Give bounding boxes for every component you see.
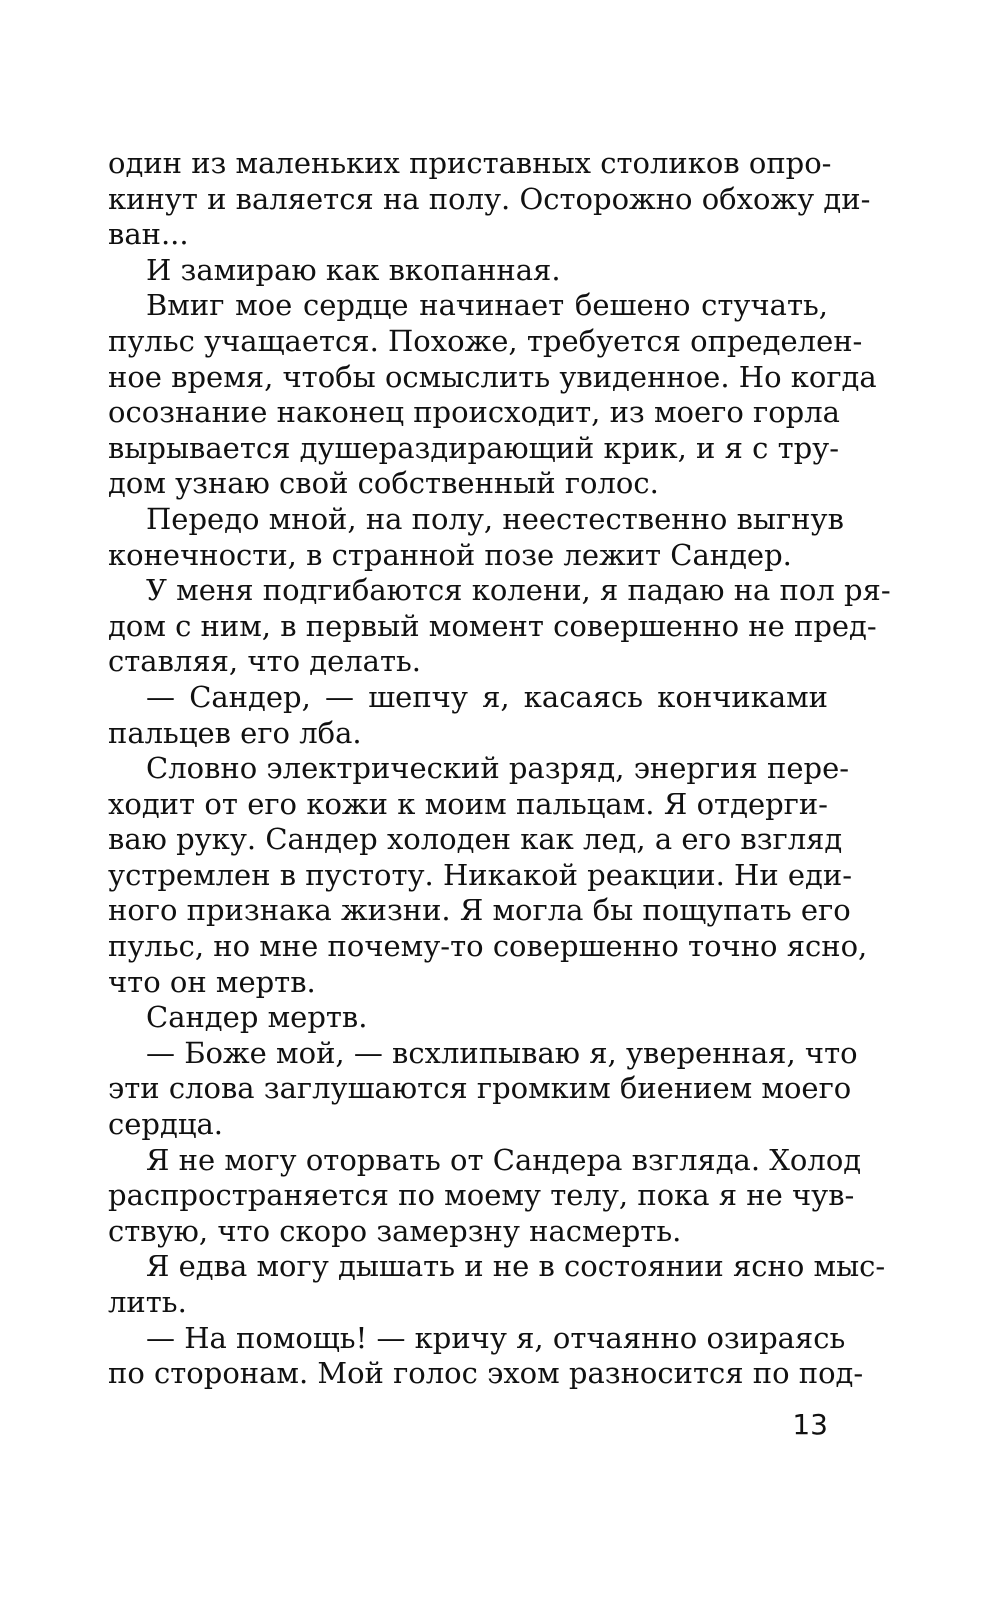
- text-line: — Боже мой, — всхлипываю я, уверенная, что: [146, 1035, 858, 1070]
- text-line: — На помощь! — кричу я, отчаянно озираясь: [146, 1320, 846, 1355]
- text-line: Вмиг мое сердце начинает бешено стучать,: [146, 288, 828, 323]
- text-line: ходит от его кожи к моим пальцам. Я отдерги-: [108, 786, 828, 821]
- body-text: [108, 146, 891, 1392]
- text-line: пульс учащается. Похоже, требуется определен-: [108, 323, 863, 358]
- text-line: ствую, что скоро замерзну насмерть.: [108, 1213, 682, 1248]
- text-line: ного признака жизни. Я могла бы пощупать его: [108, 893, 851, 928]
- text-line: эти слова заглушаются громким биением моего: [108, 1071, 852, 1106]
- text-line: осознание наконец происходит, из моего горла: [108, 395, 840, 430]
- text-line: У меня подгибаются колени, я падаю на пол ря-: [146, 573, 891, 608]
- text-line: один из маленьких приставных столиков опро-: [108, 146, 832, 180]
- text-line: устремлен в пустоту. Никакой реакции. Ни еди-: [108, 857, 853, 892]
- text-line: Передо мной, на полу, неестественно выгнув: [146, 501, 844, 536]
- text-line: лить.: [108, 1285, 187, 1319]
- text-line: ставляя, что делать.: [108, 644, 422, 679]
- text-line: дом узнаю свой собственный голос.: [108, 466, 659, 501]
- text-line: вырывается душераздирающий крик, и я с тру-: [108, 430, 840, 465]
- text-line: ван...: [108, 217, 189, 252]
- text-line: Сандер мертв.: [146, 1000, 368, 1035]
- text-line: сердца.: [108, 1107, 223, 1142]
- text-line: — Сандер, — шепчу я, касаясь кончиками: [146, 679, 828, 714]
- text-line: Я едва могу дышать и не в состоянии ясно мыс-: [146, 1249, 886, 1284]
- text-line: распространяется по моему телу, пока я не чув-: [108, 1178, 855, 1213]
- text-line: Словно электрический разряд, энергия пере-: [146, 751, 850, 786]
- text-line: Я не могу оторвать от Сандера взгляда. Холод: [146, 1142, 862, 1177]
- text-line: дом с ним, в первый момент совершенно не пред-: [108, 608, 877, 643]
- text-line: ное время, чтобы осмыслить увиденное. Но когда: [108, 359, 877, 394]
- text-line: И замираю как вкопанная.: [146, 252, 561, 287]
- text-line: пульс, но мне почему-то совершенно точно ясно,: [108, 929, 868, 964]
- page-number: 13: [792, 1408, 828, 1441]
- text-line: кинут и валяется на полу. Осторожно обхожу ди-: [108, 181, 871, 216]
- text-line: что он мертв.: [108, 964, 316, 999]
- text-line: по сторонам. Мой голос эхом разносится по под-: [108, 1356, 864, 1391]
- text-line: конечности, в странной позе лежит Сандер.: [108, 537, 792, 572]
- text-line: пальцев его лба.: [108, 715, 362, 750]
- text-line: ваю руку. Сандер холоден как лед, а его взгляд: [108, 822, 843, 857]
